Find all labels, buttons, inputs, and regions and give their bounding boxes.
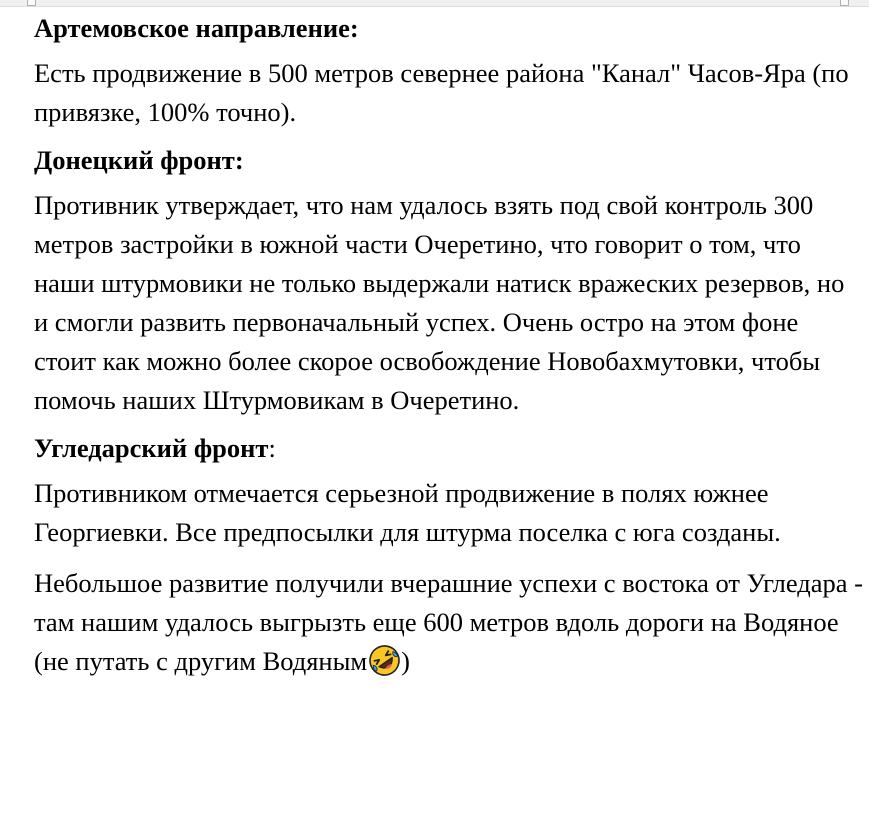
document-page: [34, 12, 864, 693]
section-heading: Донецкий фронт:: [34, 145, 244, 175]
paragraph: Противник утверждает, что нам удалось взять под свой контроль 300 метров застройки в южной части Очеретино, что говорит о том, что наши штурмовики не только выдержали натиск вражеских резервов, но и смогли развить первоначальный успех. Очень остро на этом фоне стоит как можно более скорое освобождение Новобахмутовки, чтобы помочь наших Штурмовикам в Очеретино.: [34, 190, 845, 415]
window-top-strip: [0, 0, 869, 7]
section-heading-text: Угледарский фронт: [34, 433, 269, 463]
rolling-on-floor-laughing-icon: [368, 644, 401, 677]
section-heading: [34, 432, 864, 464]
section-heading: Артемовское направление:: [34, 13, 359, 43]
closing-paren: ): [401, 646, 410, 676]
section-heading-colon: :: [268, 433, 276, 463]
paragraph-with-emoji: [34, 564, 864, 681]
left-corner-marker: [27, 0, 36, 6]
right-corner-marker: [840, 0, 849, 6]
emoji-face: [368, 644, 401, 677]
paragraph: Есть продвижение в 500 метров севернее района "Канал" Часов-Яра (по привязке, 100% точно).: [34, 58, 849, 127]
section-donetsk: [34, 144, 864, 420]
paragraph-text: Небольшое развитие получили вчерашние успехи с востока от Угледара - там нашим удалось выгрызть еще 600 метров вдоль дороги на Водяное (не путать с другим Водяным: [34, 568, 863, 676]
section-ugledar: [34, 432, 864, 681]
paragraph: Противником отмечается серьезной продвижение в полях южнее Георгиевки. Все предпосылки для штурма поселка с юга созданы.: [34, 478, 781, 547]
section-artemovsk: [34, 12, 864, 132]
